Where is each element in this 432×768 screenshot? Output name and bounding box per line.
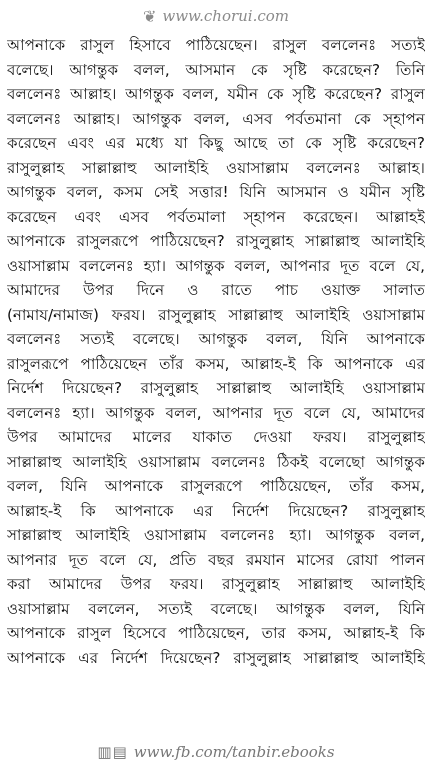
text-line: উপর আমাদের মালের যাকাত দেওয়া ফরয। রাসুলুল্লাহ: [7, 428, 425, 446]
text-line: বললেনঃ সত্যই বলেছে। আগন্তুক বলল, যিনি আপনাকে: [7, 330, 425, 348]
text-line: আপনার দূত বলে যে, প্রতি বছর রমযান মাসের রোযা পালন: [7, 550, 425, 569]
text-line: ওয়াসাল্লাম বললেন, সত্যই বলেছে। আগন্তুক বলল, যিনি: [7, 599, 425, 618]
site-url: www.chorui.com: [162, 7, 290, 25]
text-line: আপনাকে রাসুল হিসেবে পাঠিয়েছেন, তার কসম, আল্লাহ-ই কি: [7, 624, 425, 642]
text-line: বললেনঃ আল্লাহ। আগন্তুক বলল, এসব পর্বতমানা কে স্হাপন: [7, 109, 425, 128]
text-line: রাসুলুল্লাহ সাল্লাল্লাহু আলাইহি ওয়াসাল্লাম বললেনঃ আল্লাহ।: [7, 158, 425, 177]
body-text: [7, 33, 425, 670]
text-line: আগন্তুক বলল, কসম সেই সত্তার! যিনি আসমান ও যমীন সৃষ্টি: [7, 183, 425, 201]
text-line: সাল্লাল্লাহু আলাইহি ওয়াসাল্লাম বললেনঃ ঠিকই বলেছো আগন্তুক: [7, 452, 425, 471]
footer-url: www.fb.com/tanbir.ebooks: [133, 743, 335, 761]
page-header: [0, 0, 432, 32]
text-line: বললেনঃ আল্লাহ। আগন্তুক বলল, যমীন কে সৃষ্টি করেছেন? রাসুল: [7, 85, 425, 103]
text-line: করেছেন এবং এর মধ্যে যা কিছু আছে তা কে সৃষ্টি করেছেন?: [7, 134, 425, 152]
text-line: ওয়াসাল্লাম বললেনঃ হ্যা। আগন্তুক বলল, আপনার দূত বলে যে,: [7, 256, 425, 275]
text-line: করেছেন এবং এসব পর্বতমালা স্হাপন করেছেন। আল্লাহই: [7, 207, 425, 226]
text-line: বলেছে। আগন্তুক বলল, আসমান কে সৃষ্টি করেছেন? তিনি: [7, 60, 425, 79]
text-line: আপনাকে রাসুলরূপে পাঠিয়েছেন? রাসুলুল্লাহ সাল্লাল্লাহু আলাইহি: [7, 232, 425, 250]
text-line: (নামায/নামাজ) ফরয। রাসুলুল্লাহ সাল্লাল্লাহু আলাইহি ওয়াসাল্লাম: [7, 305, 425, 324]
text-line: নির্দেশ দিয়েছেন? রাসুলুল্লাহ সাল্লাল্লাহু আলাইহি ওয়াসাল্লাম: [7, 379, 425, 397]
text-line: আমাদের উপর দিনে ও রাতে পাচ ওয়াক্ত সালাত: [7, 281, 425, 299]
text-line: করা আমাদের উপর ফরয। রাসুলুল্লাহ সাল্লাল্লাহু আলাইহি: [7, 575, 425, 593]
text-line: রাসুলরূপে পাঠিয়েছেন তাঁর কসম, আল্লাহ-ই কি আপনাকে এর: [7, 354, 425, 373]
text-line: আল্লাহ-ই কি আপনাকে এর নির্দেশ দিয়েছেন? রাসুলুল্লাহ: [7, 501, 425, 520]
text-line: আপনাকে এর নির্দেশ দিয়েছেন? রাসুলুল্লাহ সাল্লাল্লাহু আলাইহি: [7, 648, 425, 667]
text-line: সাল্লাল্লাহু আলাইহি ওয়াসাল্লাম বললেনঃ হ্যা। আগন্তুক বলল,: [7, 526, 425, 544]
bird-logo-icon: ❦: [142, 6, 157, 26]
text-line: আপনাকে রাসুল হিসাবে পাঠিয়েছেন। রাসুল বললেনঃ সত্যই: [7, 36, 425, 54]
text-line: বলল, যিনি আপনাকে রাসুলরূপে পাঠিয়েছেন, তাঁর কসম,: [7, 477, 425, 495]
page-footer: [0, 736, 432, 768]
books-icon: ▥▤: [97, 743, 128, 761]
text-line: বললেনঃ হ্যা। আগন্তুক বলল, আপনার দূত বলে যে, আমাদের: [7, 403, 425, 422]
